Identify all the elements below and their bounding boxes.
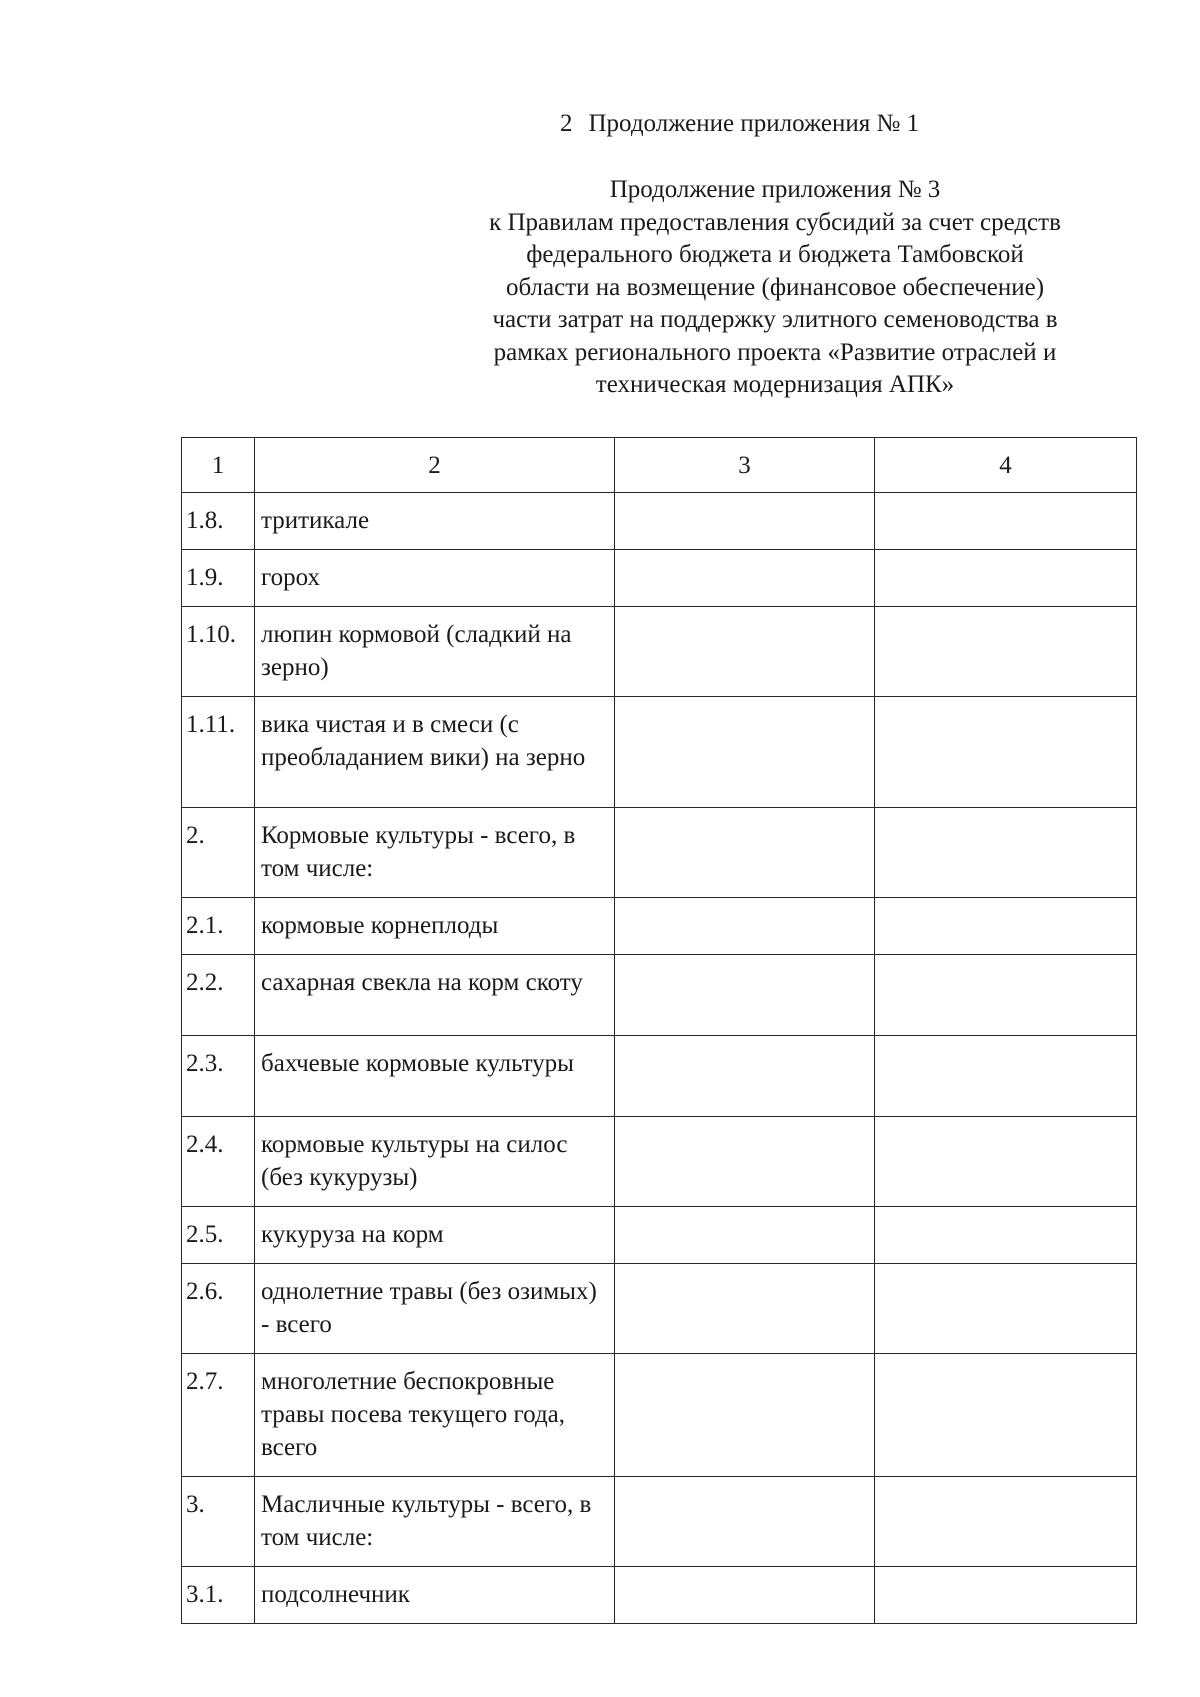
table-row bbox=[182, 493, 1137, 550]
value-cell-col3 bbox=[615, 898, 875, 955]
value-cell-col3 bbox=[615, 1117, 875, 1207]
value-cell-col4 bbox=[875, 898, 1137, 955]
row-number-cell: 1.11. bbox=[182, 697, 255, 808]
row-number-cell: 1.10. bbox=[182, 607, 255, 697]
crop-name-cell: кукуруза на корм bbox=[255, 1207, 615, 1264]
value-cell-col3 bbox=[615, 1354, 875, 1477]
value-cell-col4 bbox=[875, 955, 1137, 1036]
row-number-cell: 3.1. bbox=[182, 1567, 255, 1624]
table-row bbox=[182, 1477, 1137, 1567]
column-header: 1 bbox=[182, 438, 255, 493]
appendix-line: к Правилам предоставления субсидий за счет средств bbox=[489, 208, 1061, 236]
crop-name-cell: вика чистая и в смеси (с преобладанием вики) на зерно bbox=[255, 697, 615, 808]
value-cell-col4 bbox=[875, 1477, 1137, 1567]
value-cell-col3 bbox=[615, 1207, 875, 1264]
value-cell-col3 bbox=[615, 955, 875, 1036]
value-cell-col4 bbox=[875, 1567, 1137, 1624]
table-row bbox=[182, 697, 1137, 808]
row-number-cell: 1.9. bbox=[182, 550, 255, 607]
column-header: 4 bbox=[875, 438, 1137, 493]
row-number-cell: 2.7. bbox=[182, 1354, 255, 1477]
appendix-line: федерального бюджета и бюджета Тамбовской bbox=[526, 241, 1024, 268]
value-cell-col3 bbox=[615, 1477, 875, 1567]
value-cell-col3 bbox=[615, 550, 875, 607]
page-header-text: Продолжение приложения № 1 bbox=[588, 110, 920, 137]
value-cell-col4 bbox=[875, 1264, 1137, 1354]
value-cell-col4 bbox=[875, 550, 1137, 607]
crop-name-cell: кормовые корнеплоды bbox=[255, 898, 615, 955]
row-number-cell: 1.8. bbox=[182, 493, 255, 550]
appendix-line: рамках регионального проекта «Развитие отраслей и bbox=[493, 338, 1057, 366]
column-header: 3 bbox=[615, 438, 875, 493]
value-cell-col4 bbox=[875, 1117, 1137, 1207]
value-cell-col3 bbox=[615, 697, 875, 808]
crop-name-cell: тритикале bbox=[255, 493, 615, 550]
crop-name-cell: горох bbox=[255, 550, 615, 607]
table-header-row bbox=[182, 438, 1137, 493]
crop-name-cell: Кормовые культуры - всего, в том числе: bbox=[255, 808, 615, 898]
crop-name-cell: сахарная свекла на корм скоту bbox=[255, 955, 615, 1036]
crops-table bbox=[181, 437, 1137, 1624]
appendix-line: части затрат на поддержку элитного семеноводства в bbox=[492, 306, 1058, 333]
crop-name-cell: люпин кормовой (сладкий на зерно) bbox=[255, 607, 615, 697]
column-header: 2 bbox=[255, 438, 615, 493]
value-cell-col4 bbox=[875, 1036, 1137, 1117]
page-header bbox=[560, 108, 919, 140]
page-number: 2 bbox=[560, 110, 573, 137]
appendix-reference bbox=[420, 174, 1130, 402]
table-row bbox=[182, 1567, 1137, 1624]
crop-name-cell: бахчевые кормовые культуры bbox=[255, 1036, 615, 1117]
value-cell-col4 bbox=[875, 697, 1137, 808]
table-row bbox=[182, 1036, 1137, 1117]
value-cell-col3 bbox=[615, 607, 875, 697]
table-body bbox=[182, 493, 1137, 1624]
row-number-cell: 2.3. bbox=[182, 1036, 255, 1117]
row-number-cell: 2. bbox=[182, 808, 255, 898]
row-number-cell: 2.1. bbox=[182, 898, 255, 955]
row-number-cell: 2.5. bbox=[182, 1207, 255, 1264]
value-cell-col4 bbox=[875, 1207, 1137, 1264]
crop-name-cell: однолетние травы (без озимых) - всего bbox=[255, 1264, 615, 1354]
table-row bbox=[182, 1207, 1137, 1264]
value-cell-col4 bbox=[875, 607, 1137, 697]
value-cell-col4 bbox=[875, 808, 1137, 898]
crop-name-cell: кормовые культуры на силос (без кукурузы) bbox=[255, 1117, 615, 1207]
row-number-cell: 2.4. bbox=[182, 1117, 255, 1207]
value-cell-col4 bbox=[875, 493, 1137, 550]
table-row bbox=[182, 1354, 1137, 1477]
crop-name-cell: Масличные культуры - всего, в том числе: bbox=[255, 1477, 615, 1567]
value-cell-col3 bbox=[615, 1264, 875, 1354]
row-number-cell: 2.2. bbox=[182, 955, 255, 1036]
table-row bbox=[182, 955, 1137, 1036]
table-row bbox=[182, 607, 1137, 697]
table-row bbox=[182, 550, 1137, 607]
table-row bbox=[182, 898, 1137, 955]
value-cell-col3 bbox=[615, 493, 875, 550]
value-cell-col4 bbox=[875, 1354, 1137, 1477]
row-number-cell: 2.6. bbox=[182, 1264, 255, 1354]
appendix-line: техническая модернизация АПК» bbox=[595, 371, 955, 398]
table-row bbox=[182, 1117, 1137, 1207]
crop-name-cell: подсолнечник bbox=[255, 1567, 615, 1624]
table-row bbox=[182, 1264, 1137, 1354]
row-number-cell: 3. bbox=[182, 1477, 255, 1567]
table-row bbox=[182, 808, 1137, 898]
crop-name-cell: многолетние беспокровные травы посева текущего года, всего bbox=[255, 1354, 615, 1477]
appendix-line: Продолжение приложения № 3 bbox=[609, 176, 941, 203]
value-cell-col3 bbox=[615, 1036, 875, 1117]
value-cell-col3 bbox=[615, 1567, 875, 1624]
value-cell-col3 bbox=[615, 808, 875, 898]
appendix-line: области на возмещение (финансовое обеспечение) bbox=[505, 273, 1045, 301]
